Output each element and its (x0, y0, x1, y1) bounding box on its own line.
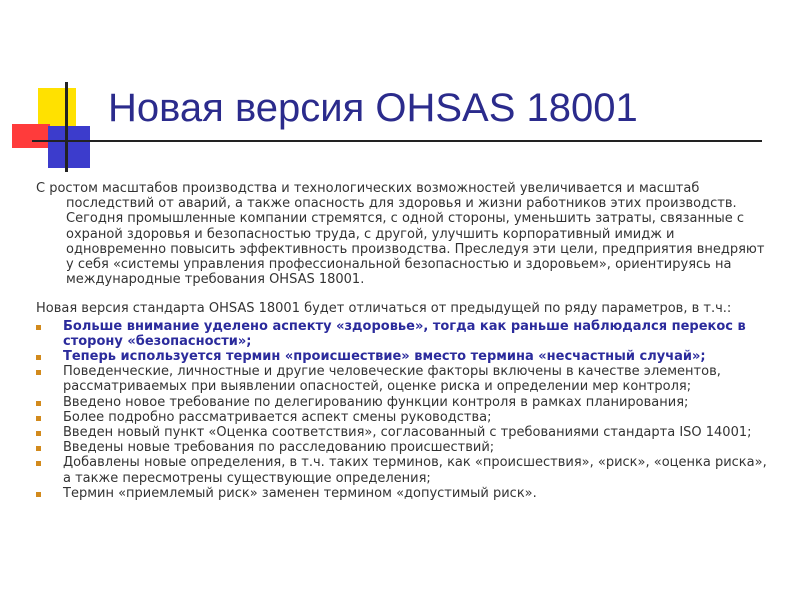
decor-red-rectangle (12, 124, 50, 148)
bullet-square-icon (36, 325, 41, 330)
list-item: Более подробно рассматривается аспект смены руководства; (36, 410, 776, 425)
bullet-square-icon (36, 370, 41, 375)
list-item: Введены новые требования по расследованию происшествий; (36, 440, 776, 455)
list-item: Теперь используется термин «происшествие» вместо термина «несчастный случай»; (36, 349, 776, 364)
list-item: Добавлены новые определения, в т.ч. таких терминов, как «происшествия», «риск», «оценка риска», а также пересмотрены существующие определения; (36, 455, 776, 485)
bullet-square-icon (36, 355, 41, 360)
bullet-square-icon (36, 401, 41, 406)
slide-body (36, 181, 776, 501)
bullet-square-icon (36, 446, 41, 451)
list-item: Больше внимание уделено аспекту «здоровье», тогда как раньше наблюдался перекос в сторону «безопасности»; (36, 319, 776, 349)
list-item: Введено новое требование по делегированию функции контроля в рамках планирования; (36, 395, 776, 410)
bullet-square-icon (36, 416, 41, 421)
title-divider-line (32, 140, 762, 142)
list-intro: Новая версия стандарта OHSAS 18001 будет отличаться от предыдущей по ряду параметров, в т.ч.: (36, 301, 732, 317)
decor-yellow-square (38, 88, 76, 126)
list-item: Поведенческие, личностные и другие человеческие факторы включены в качестве элементов, рассматриваемых при выявлении опасностей, оценке риска и определении мер контроля; (36, 364, 776, 394)
list-item: Термин «приемлемый риск» заменен термином «допустимый риск». (36, 486, 776, 501)
list-item: Введен новый пункт «Оценка соответствия», согласованный с требованиями стандарта ISO 14001; (36, 425, 776, 440)
bullet-square-icon (36, 431, 41, 436)
bullet-square-icon (36, 492, 41, 497)
decor-vertical-line (65, 82, 68, 172)
decor-blue-square (48, 126, 90, 168)
changes-list (36, 319, 776, 501)
intro-paragraph: С ростом масштабов производства и технологических возможностей увеличивается и масштаб последствий от аварий, а также опасность для здоровья и жизни работников этих производств. Сегодня промышленные компании стремятся, с одной стороны, уменьшить затраты, связанные с охраной здоровья и безопасностью труда, с другой, улучшить корпоративный имидж и одновременно повысить эффективность производства. Преследуя эти цели, предприятия внедряют у себя «системы управления профессиональной безопасностью и здоровьем», ориентируясь на международные требования OHSAS 18001. (36, 181, 765, 288)
slide-title: Новая версия OHSAS 18001 (108, 86, 638, 130)
bullet-square-icon (36, 461, 41, 466)
